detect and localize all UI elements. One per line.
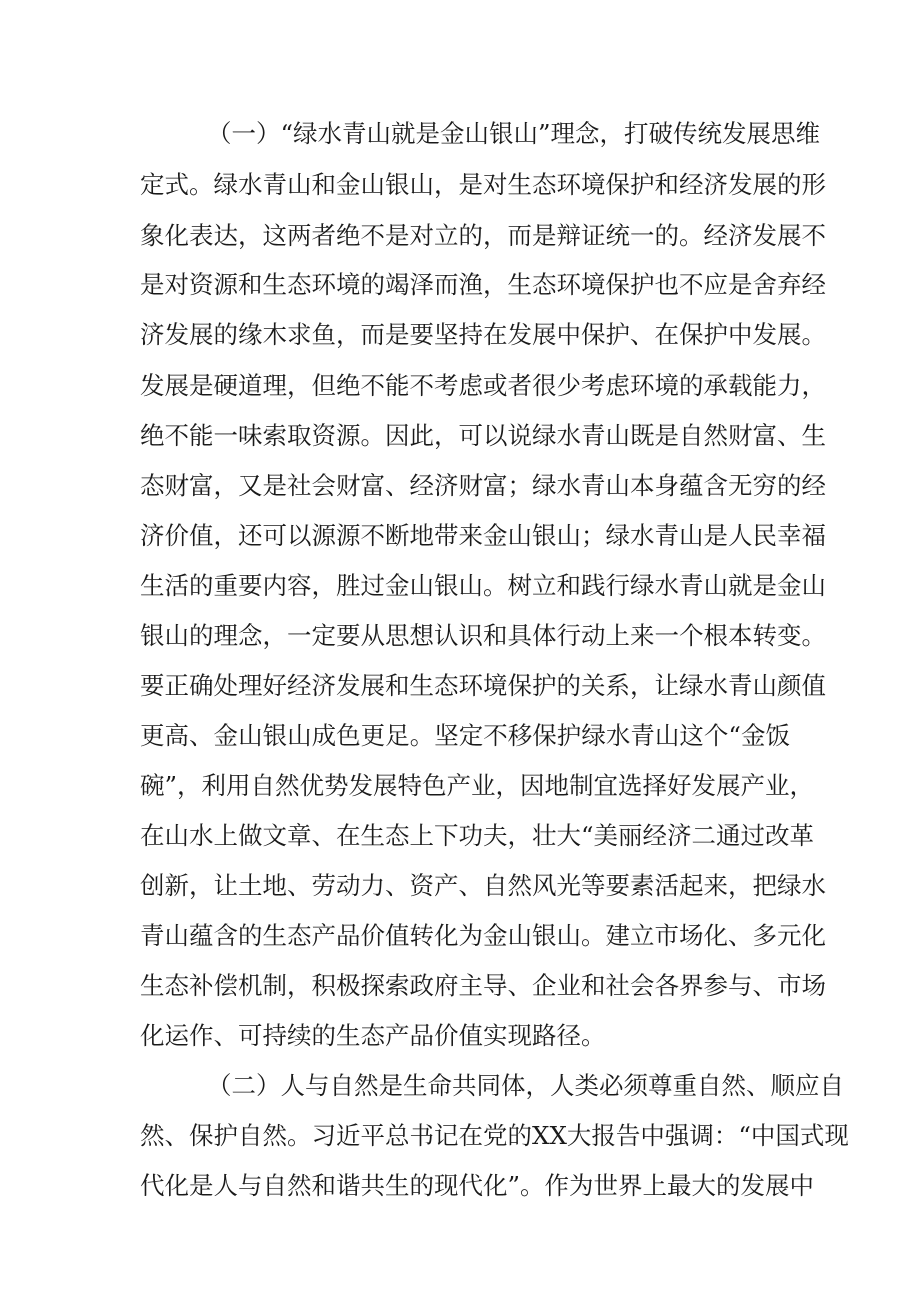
- text-line: 青山蕴含的生态产品价值转化为金山银山。建立市场化、多元化: [140, 921, 826, 950]
- text-line: 济发展的缘木求鱼，而是要坚持在发展中保护、在保护中发展。: [140, 320, 826, 349]
- text-line: 化运作、可持续的生态产品价值实现路径。: [140, 1021, 606, 1050]
- text-line: 定式。绿水青山和金山银山，是对生态环境保护和经济发展的形: [140, 170, 826, 199]
- text-line: 更高、金山银山成色更足。坚定不移保护绿水青山这个“金饭: [140, 721, 790, 750]
- text-line: 碗”，利用自然优势发展特色产业，因地制宜选择好发展产业，: [140, 771, 815, 800]
- text-line: 象化表达，这两者绝不是对立的，而是辩证统一的。经济发展不: [140, 221, 826, 250]
- text-line: 生态补偿机制，积极探索政府主导、企业和社会各界参与、市场: [140, 971, 826, 1000]
- text-line: 绝不能一味索取资源。因此，可以说绿水青山既是自然财富、生: [140, 421, 826, 450]
- text-line: 银山的理念，一定要从思想认识和具体行动上来一个根本转变。: [140, 621, 826, 650]
- text-line: 然、保护自然。习近平总书记在党的XX大报告中强调：“中国式现: [140, 1121, 849, 1150]
- text-line: （一）“绿水青山就是金山银山”理念，打破传统发展思维: [207, 119, 821, 148]
- text-line: （二）人与自然是生命共同体，人类必须尊重自然、顺应自: [207, 1071, 844, 1100]
- text-line: 发展是硬道理，但绝不能不考虑或者很少考虑环境的承载能力，: [140, 371, 826, 400]
- text-line: 创新，让土地、劳动力、资产、自然风光等要素活起来，把绿水: [140, 871, 826, 900]
- text-line: 在山水上做文章、在生态上下功夫，壮大“美丽经济二通过改革: [140, 821, 815, 850]
- text-line: 生活的重要内容，胜过金山银山。树立和践行绿水青山就是金山: [140, 571, 826, 600]
- text-line: 要正确处理好经济发展和生态环境保护的关系，让绿水青山颜值: [140, 671, 826, 700]
- text-line: 是对资源和生态环境的竭泽而渔，生态环境保护也不应是舍弃经: [140, 270, 826, 299]
- text-line: 代化是人与自然和谐共生的现代化”。作为世界上最大的发展中: [140, 1171, 815, 1200]
- text-line: 态财富，又是社会财富、经济财富；绿水青山本身蕴含无穷的经: [140, 471, 826, 500]
- text-line: 济价值，还可以源源不断地带来金山银山；绿水青山是人民幸福: [140, 521, 826, 550]
